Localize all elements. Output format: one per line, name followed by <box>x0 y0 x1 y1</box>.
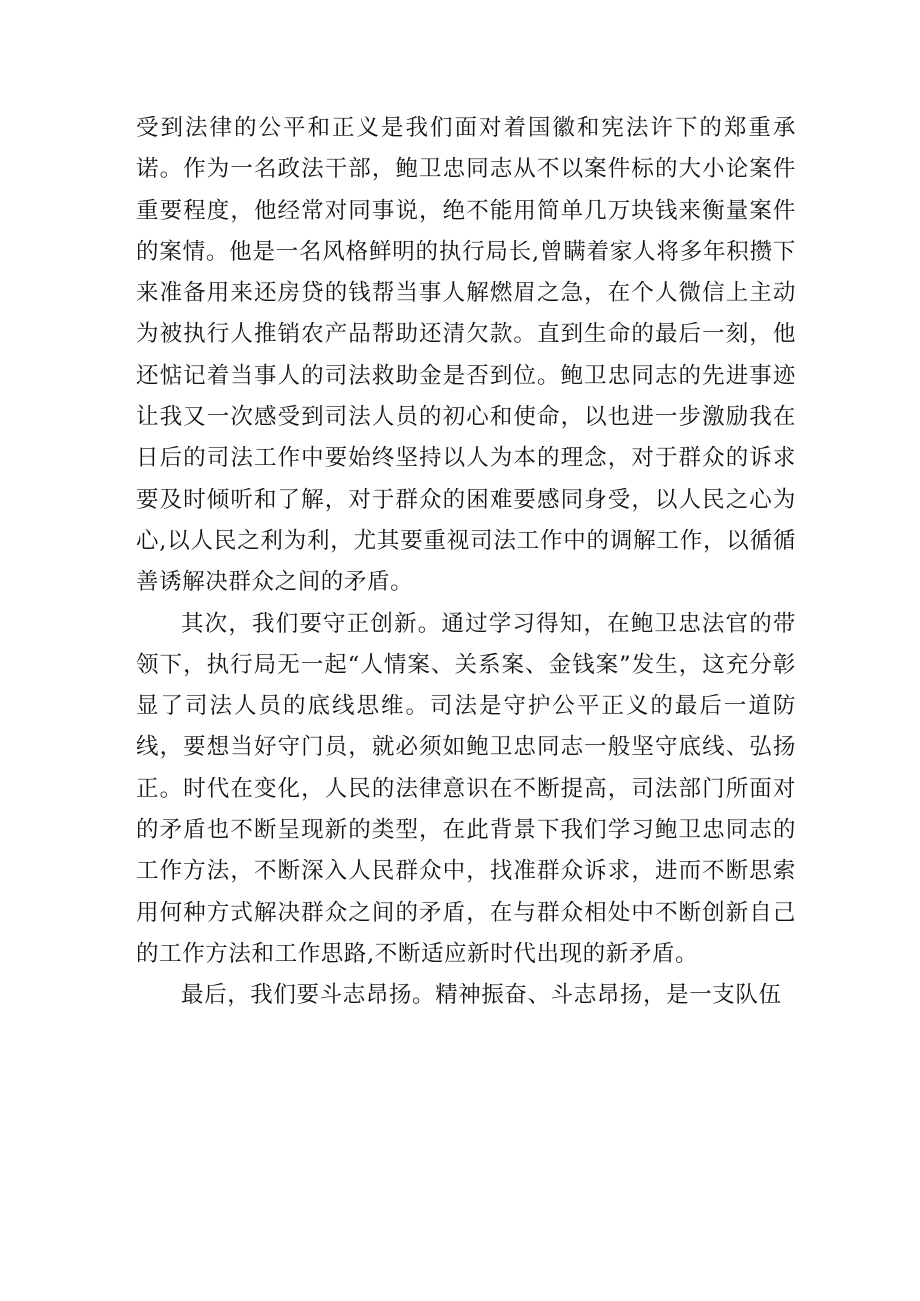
document-body <box>136 108 796 1017</box>
paragraph-3: 最后，我们要斗志昂扬。精神振奋、斗志昂扬，是一支队伍 <box>181 982 782 1009</box>
paragraph-1: 受到法律的公平和正义是我们面对着国徽和宪法许下的郑重承诺。作为一名政法干部，鲍卫忠同志从不以案件标的大小论案件重要程度，他经常对同事说，绝不能用简单几万块钱来衡量案件的案情。他是一名风格鲜明的执行局长,曾瞒着家人将多年积攒下来准备用来还房贷的钱帮当事人解燃眉之急，在个人微信上主动为被执行人推销农产品帮助还清欠款。直到生命的最后一刻，他还惦记着当事人的司法救助金是否到位。鲍卫忠同志的先进事迹让我又一次感受到司法人员的初心和使命，以也进一步激励我在日后的司法工作中要始终坚持以人为本的理念，对于群众的诉求要及时倾听和了解，对于群众的困难要感同身受，以人民之心为心,以人民之利为利，尤其要重视司法工作中的调解工作，以循循善诱解决群众之间的矛盾。 <box>136 115 796 596</box>
paragraph-2: 其次，我们要守正创新。通过学习得知，在鲍卫忠法官的带领下，执行局无一起“人情案、关系案、金钱案”发生，这充分彰显了司法人员的底线思维。司法是守护公平正义的最后一道防线，要想当好守门员，就必须如鲍卫忠同志一般坚守底线、弘扬正。时代在变化，人民的法律意识在不断提高，司法部门所面对的矛盾也不断呈现新的类型，在此背景下我们学习鲍卫忠同志的工作方法，不断深入人民群众中，找准群众诉求，进而不断思索用何种方式解决群众之间的矛盾，在与群众相处中不断创新自己的工作方法和工作思路,不断适应新时代出现的新矛盾。 <box>136 610 796 967</box>
